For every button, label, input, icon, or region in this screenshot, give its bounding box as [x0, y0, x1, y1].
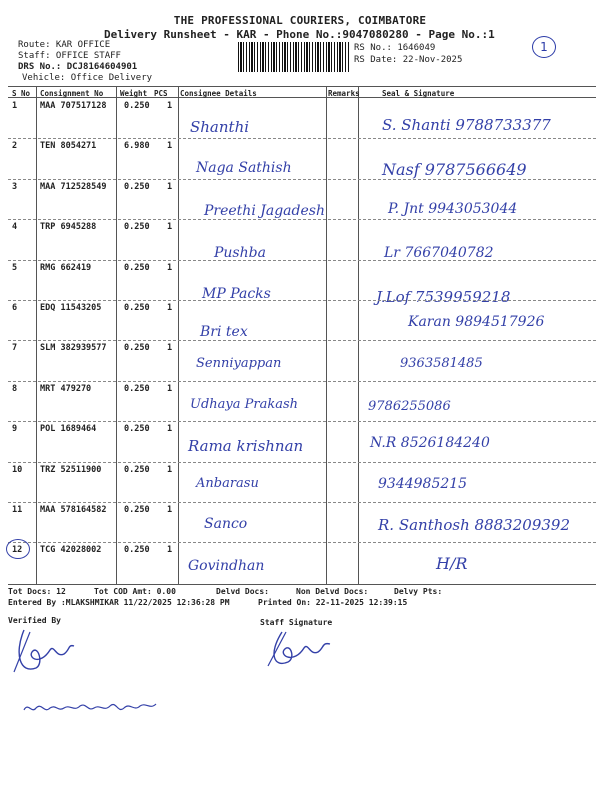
col-weight: Weight: [120, 89, 148, 98]
row-sno: 10: [12, 465, 23, 475]
row-sno: 6: [12, 303, 18, 313]
drs-number: DRS No.: DCJ8164604901: [18, 62, 138, 72]
runsheet-title: Delivery Runsheet - KAR - Phone No.:9047080280 - Page No.:1: [104, 28, 495, 41]
row-consignee-handwritten: Sanco: [204, 516, 248, 532]
row-signature-handwritten: N.R 8526184240: [370, 435, 490, 451]
table-bottom-rule: [8, 584, 596, 585]
row-divider: [8, 340, 596, 341]
row-signature-handwritten: S. Shanti 9788733377: [382, 116, 551, 134]
printed-on: Printed On: 22-11-2025 12:39:15: [258, 598, 408, 607]
row-consignment-no: TRP 6945288: [40, 222, 97, 232]
staff-signature-scribble: [262, 628, 336, 672]
col-pcs: PCS: [154, 89, 168, 98]
row-consignee-handwritten: Govindhan: [188, 558, 265, 574]
row-sno: 3: [12, 182, 18, 192]
row-pcs: 1: [167, 263, 173, 273]
row-consignment-no: MAA 712528549: [40, 182, 107, 192]
row-signature-handwritten: R. Santhosh 8883209392: [378, 516, 570, 534]
row-signature-handwritten: J.Lof 7539959218: [376, 288, 511, 306]
row-divider: [8, 219, 596, 220]
row-sno: 8: [12, 384, 18, 394]
col-remarks: Remarks: [328, 89, 360, 98]
row-pcs: 1: [167, 303, 173, 313]
col-signature: Seal & Signature: [382, 89, 455, 98]
row-sno: 7: [12, 343, 18, 353]
row-divider: [8, 421, 596, 422]
row-signature-handwritten: 9344985215: [378, 476, 468, 492]
row-weight: 0.250: [124, 343, 150, 353]
row-consignee-handwritten: Bri tex: [200, 324, 248, 340]
row-signature-handwritten: 9786255086: [368, 399, 451, 414]
entered-by: Entered By :MLAKSHMIKAR 11/22/2025 12:36:28 PM: [8, 598, 230, 607]
row-sno: 11: [12, 505, 23, 515]
company-title: THE PROFESSIONAL COURIERS, COIMBATORE: [173, 14, 427, 27]
row-pcs: 1: [167, 424, 173, 434]
row-consignment-no: TEN 8054271: [40, 141, 97, 151]
table-top-rule: [8, 86, 596, 87]
row-signature-handwritten: Lr 7667040782: [384, 245, 494, 261]
row-consignee-handwritten: Pushba: [214, 245, 266, 261]
row-weight: 0.250: [124, 222, 150, 232]
row-sno: 5: [12, 263, 18, 273]
row-consignee-handwritten: Udhaya Prakash: [190, 397, 299, 412]
row-weight: 0.250: [124, 465, 150, 475]
staff-label: Staff: OFFICE STAFF: [18, 51, 121, 61]
row-consignee-handwritten: MP Packs: [202, 286, 271, 302]
row-consignment-no: POL 1689464: [40, 424, 97, 434]
row-consignment-no: MRT 479270: [40, 384, 92, 394]
row-consignment-no: RMG 662419: [40, 263, 92, 273]
row-weight: 0.250: [124, 303, 150, 313]
delivered-docs: Delvd Docs:: [216, 587, 269, 596]
row-signature-handwritten: Nasf 9787566649: [382, 160, 527, 179]
rs-number: RS No.: 1646049: [354, 43, 436, 53]
rs-date: RS Date: 22-Nov-2025: [354, 55, 463, 65]
row-consignment-no: SLM 382939577: [40, 343, 107, 353]
row-weight: 0.250: [124, 263, 150, 273]
row-divider: [8, 381, 596, 382]
total-docs: Tot Docs: 12: [8, 587, 66, 596]
row-pcs: 1: [167, 505, 173, 515]
row-weight: 0.250: [124, 182, 150, 192]
row-weight: 0.250: [124, 424, 150, 434]
row-pcs: 1: [167, 182, 173, 192]
row-consignment-no: TCG 42028002: [40, 545, 102, 555]
row-consignee-handwritten: Anbarasu: [196, 476, 259, 491]
page-number-circle: 1: [532, 36, 556, 58]
row-consignee-handwritten: Shanthi: [190, 118, 250, 136]
row-pcs: 1: [167, 343, 173, 353]
row-divider: [8, 260, 596, 261]
row-consignment-no: EDQ 11543205: [40, 303, 102, 313]
vehicle-label: Vehicle: Office Delivery: [22, 73, 153, 83]
row-pcs: 1: [167, 545, 173, 555]
row-weight: 0.250: [124, 384, 150, 394]
row-pcs: 1: [167, 141, 173, 151]
non-delivered-docs: Non Delvd Docs:: [296, 587, 369, 596]
row-sno: 1: [12, 101, 18, 111]
row-weight: 6.980: [124, 141, 150, 151]
row-pcs: 1: [167, 465, 173, 475]
row-signature-handwritten: P. Jnt 9943053044: [388, 201, 518, 217]
verified-by-label: Verified By: [8, 616, 61, 625]
verified-signature-scribble: [10, 624, 80, 682]
row-divider: [8, 542, 596, 543]
row-divider: [8, 138, 596, 139]
col-sno: S No: [12, 89, 31, 98]
row-divider: [8, 462, 596, 463]
row-sno: 12: [12, 545, 23, 555]
row-signature-handwritten: 9363581485: [400, 356, 483, 371]
total-cod-amount: Tot COD Amt: 0.00: [94, 587, 176, 596]
row-consignee-handwritten: Preethi Jagadesh: [204, 203, 325, 219]
row-pcs: 1: [167, 222, 173, 232]
row-weight: 0.250: [124, 545, 150, 555]
row-sno: 2: [12, 141, 18, 151]
row-sno: 9: [12, 424, 18, 434]
row-weight: 0.250: [124, 505, 150, 515]
row-divider: [8, 502, 596, 503]
row-consignee-handwritten: Naga Sathish: [196, 160, 292, 176]
row-weight: 0.250: [124, 101, 150, 111]
row-pcs: 1: [167, 384, 173, 394]
row-consignee-handwritten: Rama krishnan: [188, 437, 304, 455]
row-divider: [8, 300, 596, 301]
col-consignee: Consignee Details: [180, 89, 257, 98]
row-signature-handwritten: Karan 9894517926: [408, 314, 545, 330]
route-label: Route: KAR OFFICE: [18, 40, 111, 50]
handwritten-name-scribble: [20, 696, 160, 720]
row-pcs: 1: [167, 101, 173, 111]
staff-signature-label: Staff Signature: [260, 618, 333, 627]
row-consignment-no: TRZ 52511900: [40, 465, 102, 475]
row-consignment-no: MAA 578164582: [40, 505, 107, 515]
col-consignment: Consignment No: [40, 89, 104, 98]
row12-circle-mark: [6, 539, 30, 559]
row-consignee-handwritten: Senniyappan: [196, 356, 282, 371]
row-divider: [8, 179, 596, 180]
barcode-image: [238, 42, 350, 72]
row-signature-handwritten: H/R: [436, 554, 468, 573]
delivery-points: Delvy Pts:: [394, 587, 443, 596]
row-sno: 4: [12, 222, 18, 232]
row-consignment-no: MAA 707517128: [40, 101, 107, 111]
